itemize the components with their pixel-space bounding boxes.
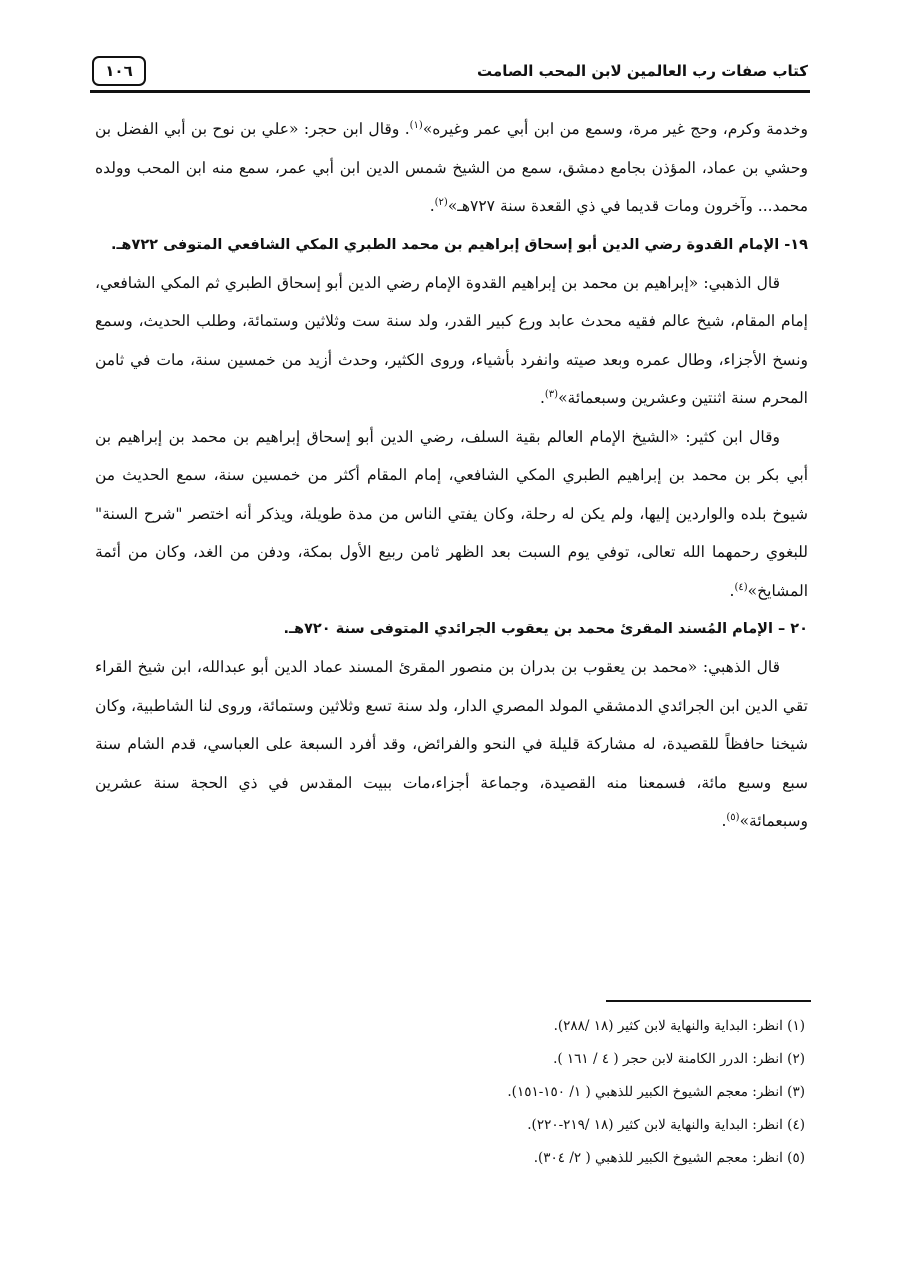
- paragraph-1: [95, 110, 808, 226]
- footnote-2: (٢) انظر: الدرر الكامنة لابن حجر ( ٤ / ١٦١ ).: [553, 1051, 805, 1067]
- header-rule: [90, 90, 810, 93]
- paragraph-2: [95, 264, 808, 418]
- footnote-ref-5[interactable]: (٥): [726, 811, 740, 823]
- footnote-1: (١) انظر: البداية والنهاية لابن كثير (١٨ /٢٨٨).: [553, 1018, 805, 1034]
- page-number-box: ١٠٦: [92, 56, 146, 86]
- entry-heading-19: ١٩- الإمام القدوة رضي الدين أبو إسحاق إبراهيم بن محمد الطبري المكي الشافعي المتوفى ٧٢٢هـ.: [110, 236, 808, 253]
- paragraph-2-text-a: قال الذهبي: «إبراهيم بن محمد بن إبراهيم القدوة الإمام رضي الدين أبو إسحاق الطبري ثم المكي الشافعي، إمام المقام، شيخ عالم فقيه محدث عابد ورع كبير القدر، ولد سنة ست وثلاثين وستمائة، وطلب الحديث، وسمع ونسخ الأجزاء، وطال عمره وبعد صيته وانفرد بأشياء، وروى الكثير، وحدث أزيد من خمسين سنة، مات في ثامن المحرم سنة اثنتين وعشرين وسبعمائة»: [95, 273, 808, 407]
- page-header: [90, 56, 810, 92]
- book-title: كتاب صفات رب العالمين لابن المحب الصامت: [477, 62, 808, 80]
- paragraph-3-text-a: وقال ابن كثير: «الشيخ الإمام العالم بقية السلف، رضي الدين أبو إسحاق إبراهيم بن محمد بن إبراهيم بن أبي بكر بن محمد بن إبراهيم الطبري المكي الشافعي، إمام المقام أكثر من خمسين سنة، سمع الحديث من شيوخ بلده والواردين إليها، ولم يكن له رحلة، وكان يفتي الناس من مدة طويلة، ويذكر أنه اختصر "شرح السنة" للبغوي رحمهما الله تعالى، توفي يوم السبت بعد الظهر ثامن ربيع الأول بمكة، ودفن من الغد، وكان من أئمة المشايخ»: [95, 427, 808, 600]
- paragraph-1-text-a: وخدمة وكرم، وحج غير مرة، وسمع من ابن أبي عمر وغيره»: [422, 120, 808, 138]
- paragraph-3: [95, 418, 808, 611]
- footnotes-list: [200, 1010, 805, 1175]
- footnote-5: (٥) انظر: معجم الشيوخ الكبير للذهبي ( ٢/ ٣٠٤).: [533, 1150, 805, 1166]
- main-text: [95, 110, 808, 841]
- paragraph-3-text-b: .: [729, 581, 735, 600]
- footnote-ref-2[interactable]: (٢): [434, 196, 448, 208]
- paragraph-2-text-b: .: [539, 389, 545, 407]
- paragraph-1-text-b: . وقال ابن حجر: «علي بن نوح بن أبي الفضل بن وحشي بن عماد، المؤذن بجامع دمشق، سمع من الشيخ شمس الدين ابن أبي عمر، سمع منه ابن المحب وولده محمد... وآخرون ومات قديما في ذي القعدة سنة ٧٢٧هـ»: [95, 120, 808, 215]
- paragraph-4-text-a: قال الذهبي: «محمد بن يعقوب بن بدران بن منصور المقرئ المسند عماد الدين أبو عبدالله، ابن شيخ القراء تقي الدين ابن الجرائدي الدمشقي المولد المصري الدار، ولد سنة تسع وثلاثين وستمائة، وروى لنا الشاطبية، وكان شيخنا حافظاً للقصيدة، له مشاركة قليلة في النحو والفرائض، وقد أفرد السبعة على العباسي، قدم الشام سنة سبع وسبع مائة، فسمعنا منه القصيدة، وجماعة أجزاء،مات ببيت المقدس في ذي الحجة سنة عشرين وسبعمائة»: [95, 658, 808, 830]
- footnote-ref-3[interactable]: (٣): [544, 388, 559, 400]
- footnote-separator: [606, 1000, 811, 1002]
- entry-heading-20: ٢٠ – الإمام المُسند المقرئ محمد بن يعقوب الجرائدي المتوفى سنة ٧٢٠هـ.: [283, 621, 808, 637]
- paragraph-4: [95, 648, 808, 841]
- paragraph-1-text-c: .: [429, 197, 435, 215]
- paragraph-4-text-b: .: [721, 812, 727, 830]
- footnote-3: (٣) انظر: معجم الشيوخ الكبير للذهبي ( ١/ ١٥٠-١٥١).: [507, 1084, 805, 1100]
- footnote-ref-4[interactable]: (٤): [734, 581, 748, 593]
- footnote-ref-1[interactable]: (١): [409, 119, 423, 131]
- footnote-4: (٤) انظر: البداية والنهاية لابن كثير (١٨ /٢١٩-٢٢٠).: [527, 1117, 805, 1133]
